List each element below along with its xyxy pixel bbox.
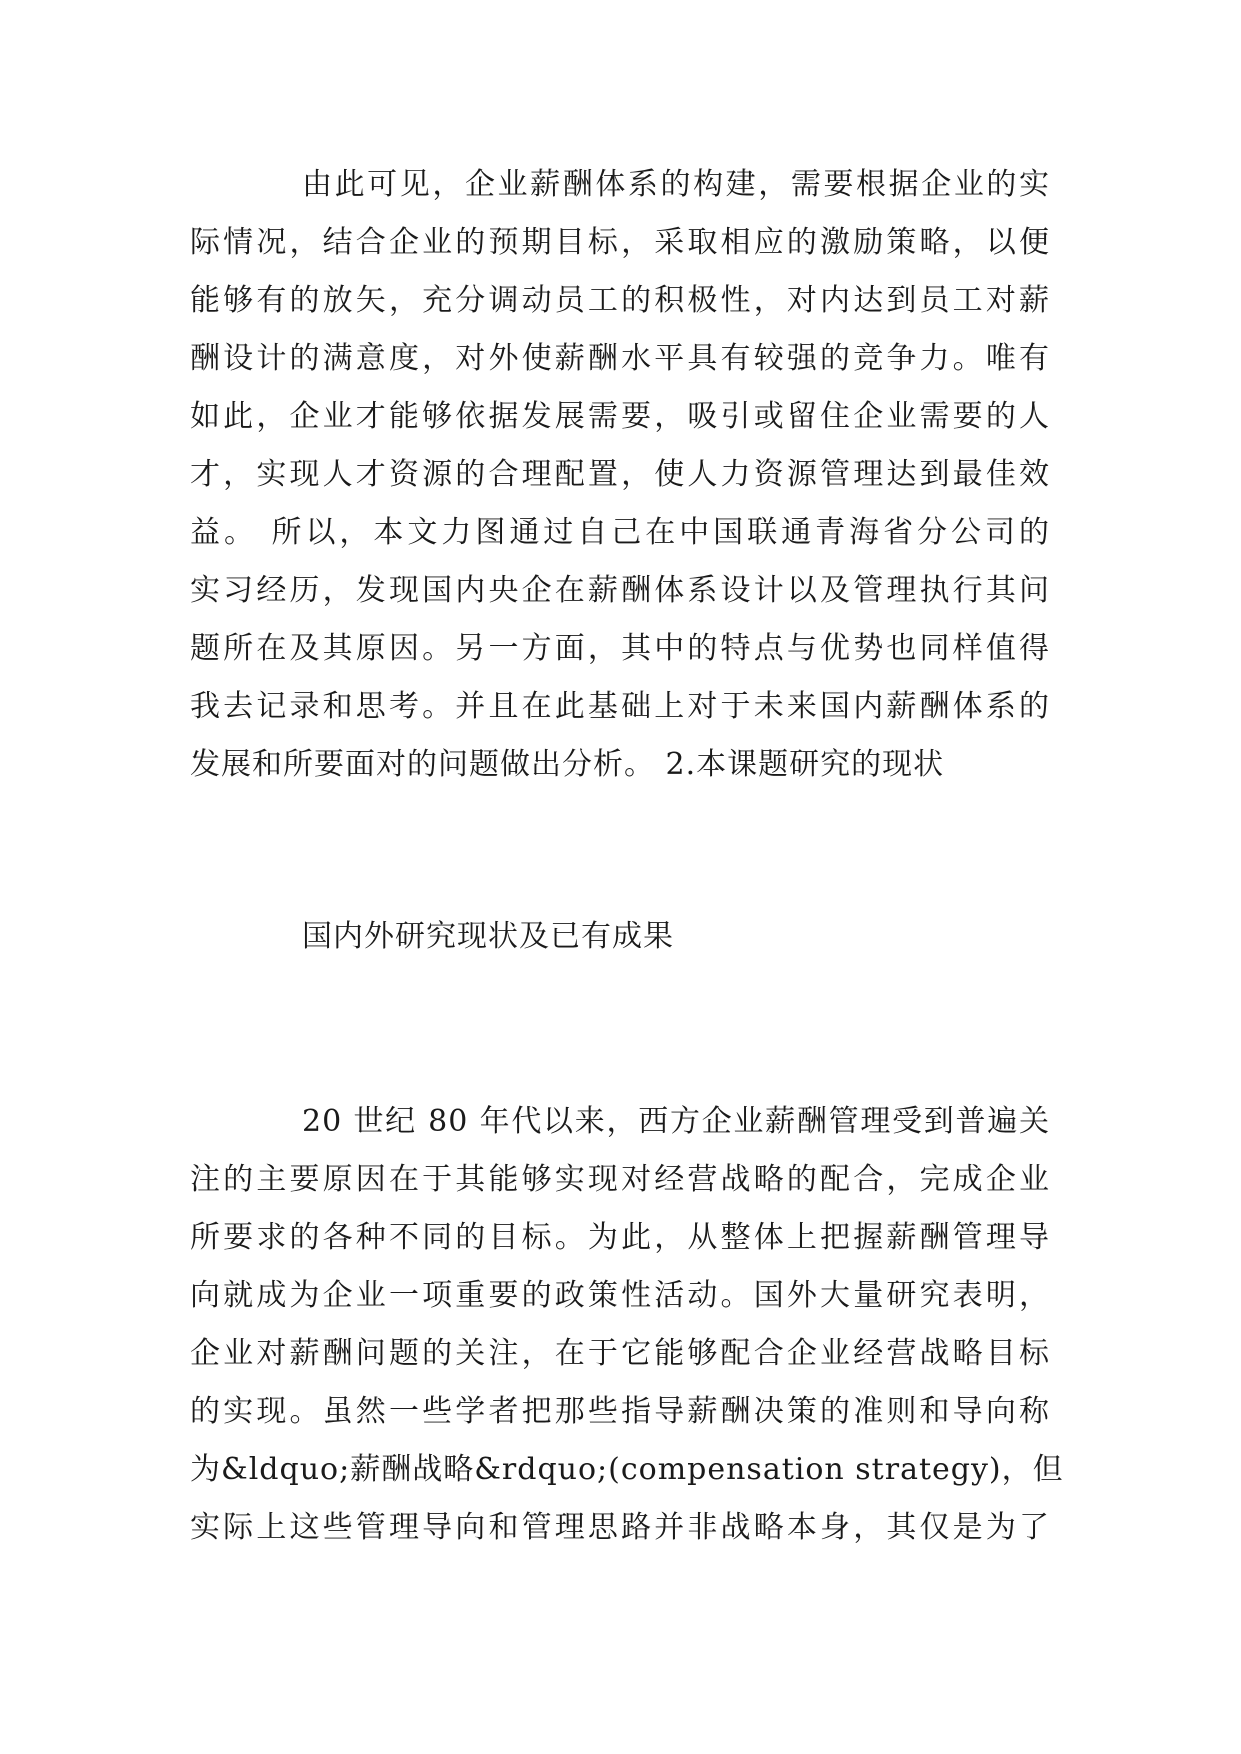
paragraph-line: 为&ldquo;薪酬战略&rdquo;(compensation strategy)，但 xyxy=(190,1452,1064,1487)
paragraph-line: 际情况，结合企业的预期目标，采取相应的激励策略，以便 xyxy=(190,225,1050,260)
paragraph-line: 企业对薪酬问题的关注，在于它能够配合企业经营战略目标 xyxy=(190,1336,1050,1371)
paragraph-line: 题所在及其原因。另一方面，其中的特点与优势也同样值得 xyxy=(190,631,1050,666)
section-heading xyxy=(190,908,1050,966)
paragraph-line: 的实现。虽然一些学者把那些指导薪酬决策的准则和导向称 xyxy=(190,1394,1050,1429)
paragraph-line: 实习经历，发现国内央企在薪酬体系设计以及管理执行其问 xyxy=(190,573,1050,608)
paragraph-line: 实际上这些管理导向和管理思路并非战略本身，其仅是为了 xyxy=(190,1510,1050,1545)
paragraph-line: 益。 所以，本文力图通过自己在中国联通青海省分公司的 xyxy=(190,515,1050,550)
paragraph-line: 注的主要原因在于其能够实现对经营战略的配合，完成企业 xyxy=(190,1162,1050,1197)
heading-text: 国内外研究现状及已有成果 xyxy=(302,919,674,954)
paragraph-line: 20 世纪 80 年代以来，西方企业薪酬管理受到普遍关 xyxy=(302,1104,1050,1139)
paragraph-1 xyxy=(190,156,1050,794)
paragraph-2 xyxy=(190,1093,1064,1557)
paragraph-line: 才，实现人才资源的合理配置，使人力资源管理达到最佳效 xyxy=(190,457,1050,492)
paragraph-line: 能够有的放矢，充分调动员工的积极性，对内达到员工对薪 xyxy=(190,283,1050,318)
paragraph-line: 由此可见，企业薪酬体系的构建，需要根据企业的实 xyxy=(302,167,1050,202)
paragraph-line: 我去记录和思考。并且在此基础上对于未来国内薪酬体系的 xyxy=(190,689,1050,724)
paragraph-line: 向就成为企业一项重要的政策性活动。国外大量研究表明， xyxy=(190,1278,1050,1313)
paragraph-line: 所要求的各种不同的目标。为此，从整体上把握薪酬管理导 xyxy=(190,1220,1050,1255)
paragraph-line: 发展和所要面对的问题做出分析。 2.本课题研究的现状 xyxy=(190,747,945,782)
paragraph-line: 酬设计的满意度，对外使薪酬水平具有较强的竞争力。唯有 xyxy=(190,341,1050,376)
paragraph-line: 如此，企业才能够依据发展需要，吸引或留住企业需要的人 xyxy=(190,399,1050,434)
